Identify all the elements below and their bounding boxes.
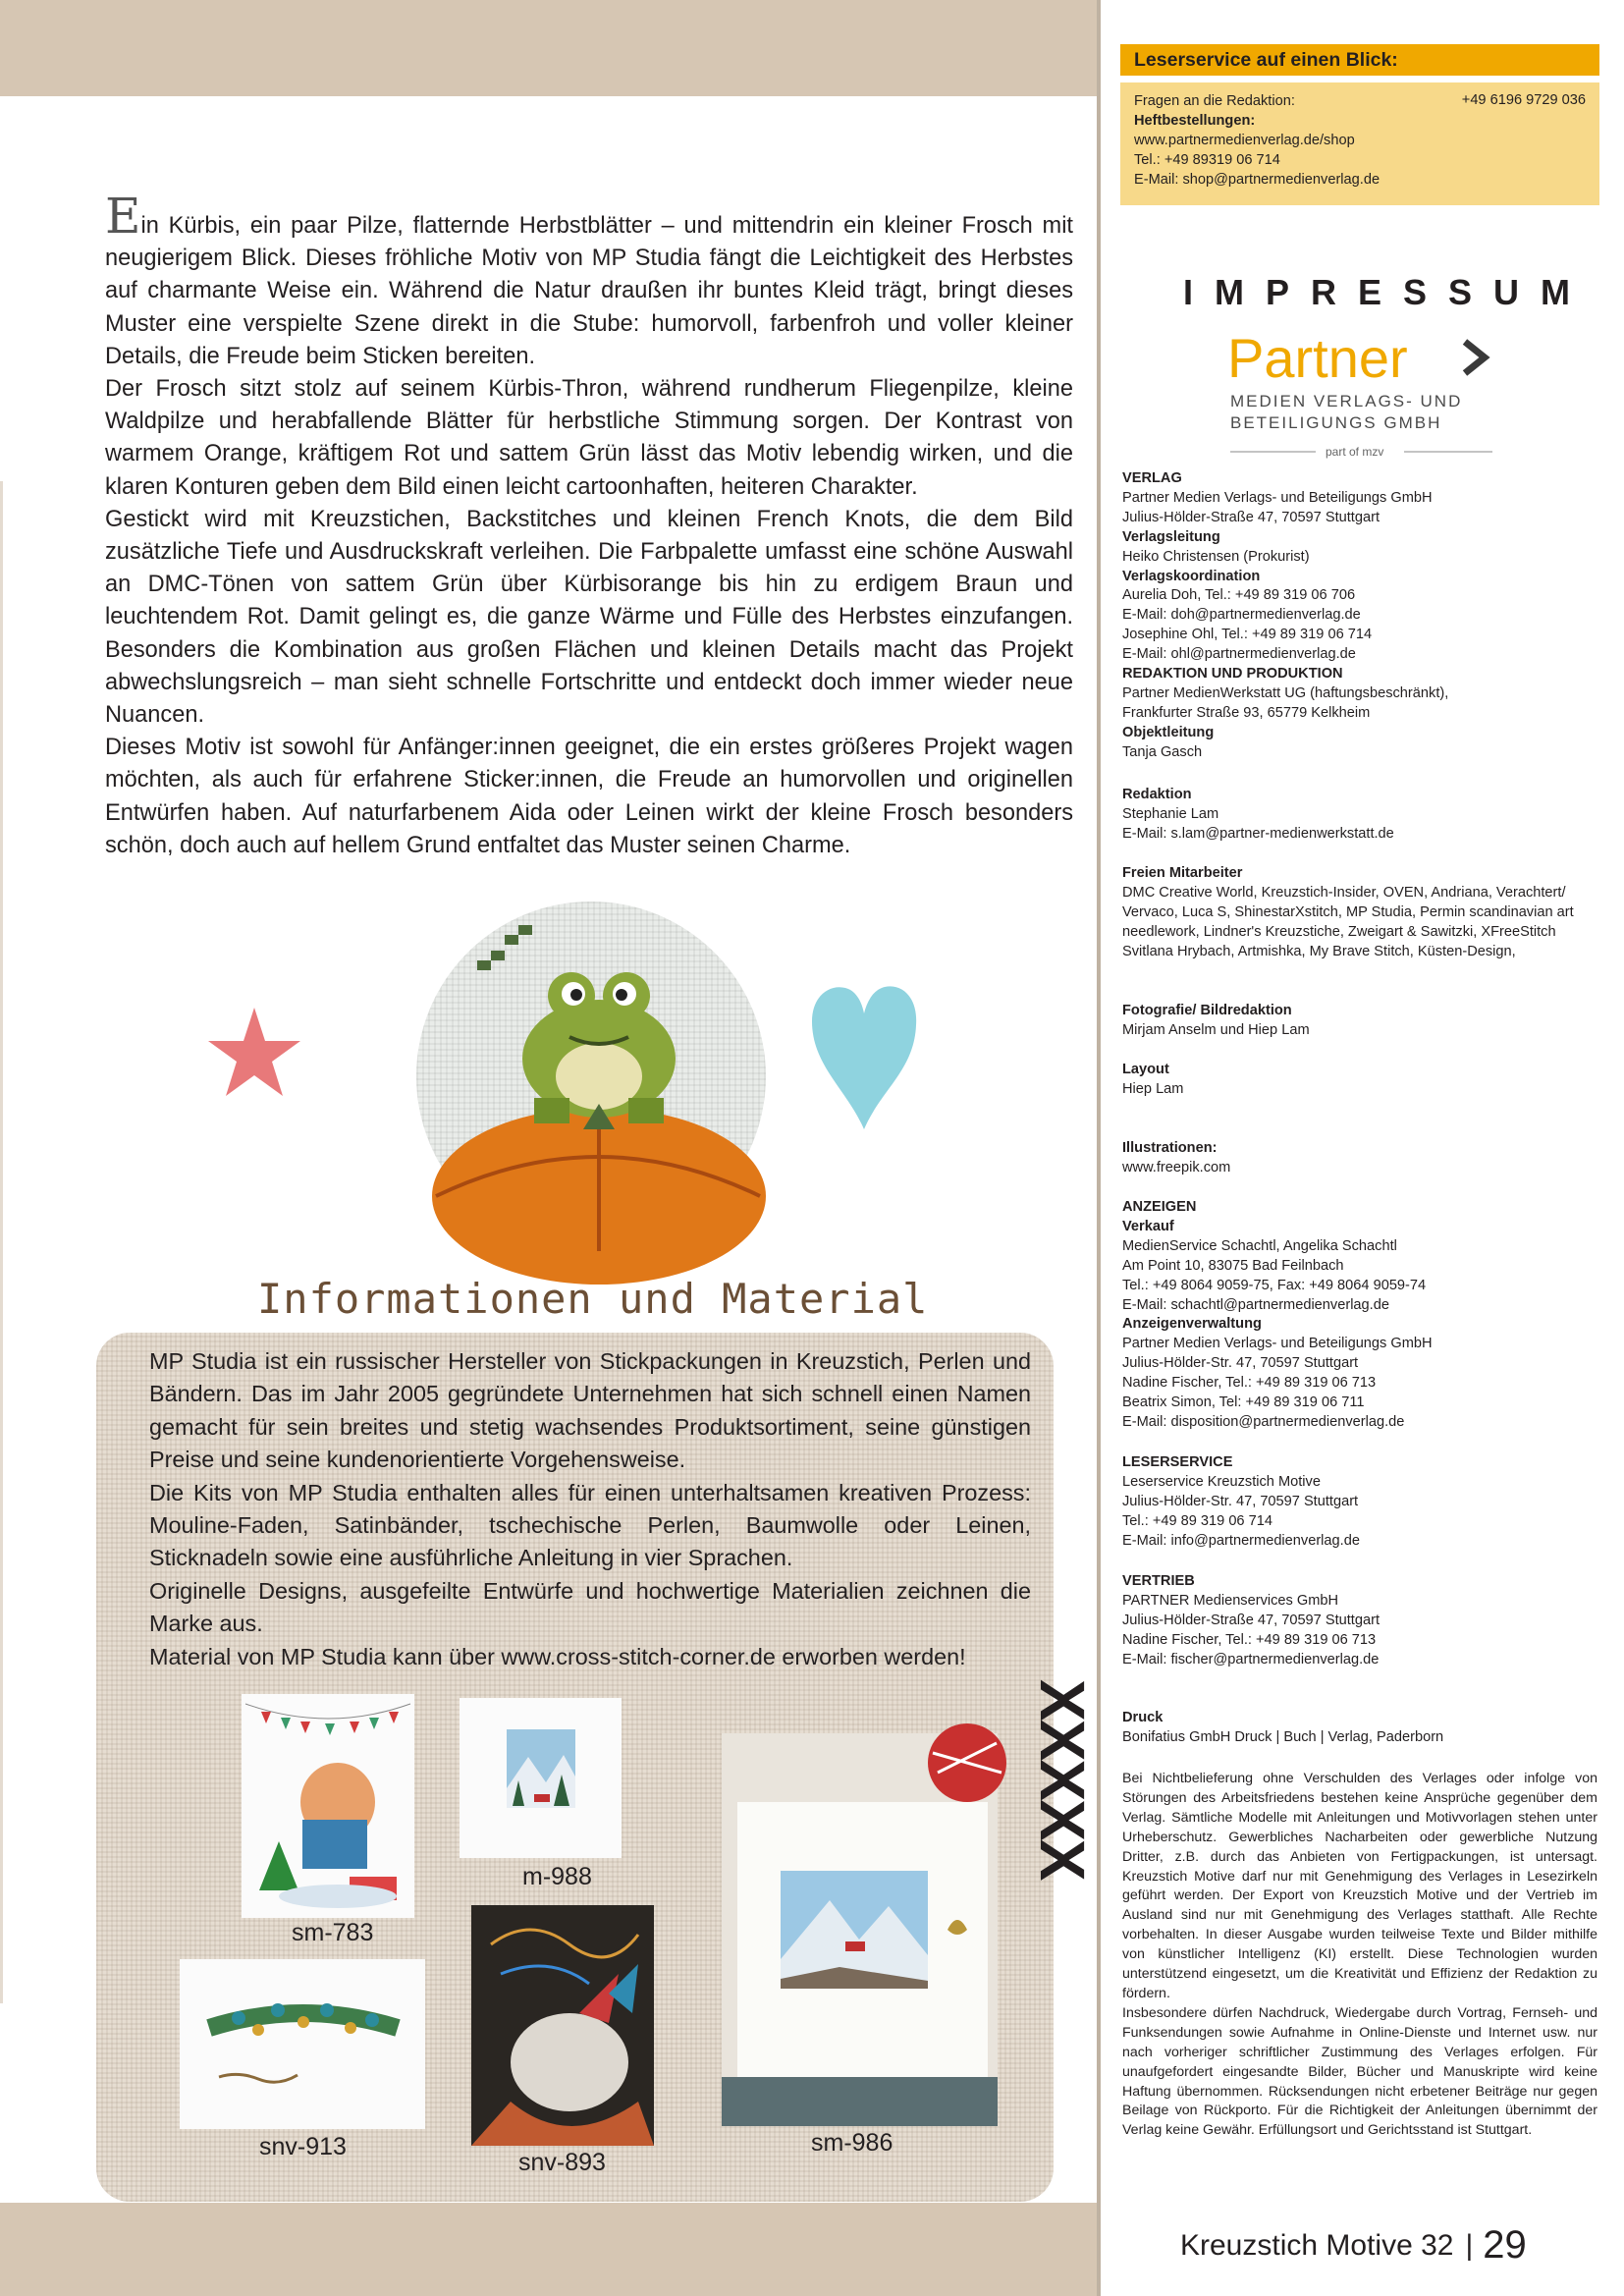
impressum-block-leserservice: LESERSERVICE Leserservice Kreuzstich Motive Julius-Hölder-Str. 47, 70597 Stuttgart Tel.: +49 89 319 06 714 E-Mail: info@partnermedienverlag.de — [1122, 1454, 1360, 1549]
info-paragraph-1: MP Studia ist ein russischer Hersteller von Stickpackungen in Kreuzstich, Perlen und Bändern. Das im Jahr 2005 gegründete Unternehmen hat sich schnell einen Namen gemacht für sein breites und stetig wachsendes Produktsortiment, seine günstigen Preise und seine kundenorientierte Vorgehensweise. — [149, 1348, 1031, 1473]
shop-email[interactable]: E-Mail: shop@partnermedienverlag.de — [1134, 172, 1380, 188]
column-divider — [1097, 0, 1101, 2296]
questions-label: Fragen an die Redaktion: — [1134, 93, 1295, 109]
top-band — [0, 0, 1100, 96]
footer-separator: | — [1465, 2229, 1474, 2262]
logo-line-1: MEDIEN VERLAGS- UND — [1230, 392, 1463, 410]
intro-paragraph-2: Der Frosch sitzt stolz auf seinem Kürbis-Thron, während rundherum Fliegenpilze, kleine Waldpilze und herabfallende Blätter für herbstliche Stimmung sorgen. Der Kontrast von warmem Orange, kräftigem Rot und sattem Grün lässt das Motiv lebendig wirken, und die klaren Konturen geben dem Bild einen leicht cartoonhaften, heiteren Charakter. — [105, 376, 1073, 500]
impressum-block-redaktion: Redaktion Stephanie Lam E-Mail: s.lam@partner-medienwerkstatt.de — [1122, 787, 1394, 842]
caption-sm-783: sm-783 — [292, 1919, 374, 1946]
caption-snv-893: snv-893 — [518, 2149, 606, 2176]
page-number: 29 — [1483, 2223, 1527, 2267]
intro-paragraph-3: Gestickt wird mit Kreuzstichen, Backstitches und kleinen French Knots, die dem Bild zusätzliche Tiefe und Ausdruckskraft verleihen. Die Farbpalette umfasst eine schöne Auswahl an DMC-Tönen von sattem Grün über Kürbisorange bis hin zu erdigem Braun und leuchtendem Rot. Damit gelingt es, die ganze Wärme und Fülle des Herbstes einzufangen. Besonders die Kombination aus großen Flächen und kleinen Details macht das Projekt abwechslungsreich – man sieht schnelle Fortschritte und entdeckt doch immer wieder neue Nuancen. — [105, 506, 1073, 729]
page-footer — [1180, 2223, 1527, 2268]
impressum-block-foto: Fotografie/ Bildredaktion Mirjam Anselm und Hiep Lam — [1122, 1003, 1310, 1038]
product-image-m-988 — [460, 1698, 622, 1858]
logo-word: Partner — [1227, 327, 1408, 389]
product-image-sm-783 — [242, 1694, 414, 1918]
product-image-snv-913 — [180, 1959, 425, 2129]
logo-line-3: part of mzv — [1326, 445, 1384, 459]
logo-line-2: BETEILIGUNGS GMBH — [1230, 413, 1442, 432]
info-paragraph-2: Die Kits von MP Studia enthalten alles für einen unterhaltsamen kreativen Prozess: Mouline-Faden, Satinbänder, tschechische Perlen, Baumwolle oder Leinen, Sticknadeln sowie eine ausführliche Anleitung in vier Sprachen. — [149, 1479, 1031, 1571]
impressum-block-anzeigen: ANZEIGEN Verkauf MedienService Schachtl, Angelika Schachtl Am Point 10, 83075 Bad Feilnbach Tel.: +49 8064 9059-75, Fax: +49 8064 9059-74 E-Mail: schachtl@partnermedienverlag.de Anzeigenverwaltung Partner Medien Verlags- und Beteiligungs GmbH Julius-Hölder-Str. 47, 70597 Stuttgart Nadine Fischer, Tel.: +49 89 319 06 713 Beatrix Simon, Tel: +49 89 319 06 711 E-Mail: disposition@partnermedienverlag.de — [1122, 1199, 1433, 1430]
impressum-block-vertrieb: VERTRIEB PARTNER Medienservices GmbH Julius-Hölder-Straße 47, 70597 Stuttgart Nadine Fischer, Tel.: +49 89 319 06 713 E-Mail: fischer@partnermedienverlag.de — [1122, 1573, 1380, 1667]
frog-cross-stitch-medallion — [416, 902, 766, 1251]
shop-url[interactable]: www.partnermedienverlag.de/shop — [1134, 133, 1355, 148]
xxxxx-text: XXXXX — [1027, 1679, 1098, 1880]
impressum-block-layout: Layout Hiep Lam — [1122, 1062, 1184, 1097]
star-icon — [203, 1004, 305, 1102]
leserservice-title: Leserservice auf einen Blick: — [1134, 49, 1398, 71]
left-edge-line — [0, 481, 3, 2003]
product-image-sm-986 — [722, 1733, 998, 2126]
impressum-block-illustrationen: Illustrationen: www.freepik.com — [1122, 1140, 1231, 1175]
legal-paragraph-1: Bei Nichtbelieferung ohne Verschulden des Verlages oder infolge von Störungen des Arbeitsfriedens bestehen keine Ansprüche gegenüber dem Verlag. Sämtliche Modelle mit Anleitungen und Motivvorlagen stehen unter Urheberschutz. Gewerbliches Nacharbeiten oder gewerbliche Nutzung Dritter, z.B. durch das Anbieten von Fertigpackungen, ist untersagt. Kreuzstich Motive darf nur mit Genehmigung des Verlages in Lesezirkeln geführt werden. Der Export von Kreuzstich Motive und der Vertrieb im Ausland sind nur mit Genehmigung des Verlages statthaft. Alle Rechte vorbehalten. In dieser Ausgabe wurden teilweise Texte und Bilder mithilfe von künstlicher Intelligenz (KI) erstellt. Diese Technologien wurden unterstützend eingesetzt, um die Kreativität und Effizienz der Redaktion zu fördern. — [1122, 1771, 1597, 2001]
leserservice-box — [1120, 82, 1599, 205]
caption-sm-986: sm-986 — [811, 2129, 893, 2157]
legal-notice — [1122, 1770, 1597, 2141]
intro-article — [105, 188, 1073, 862]
bottom-band — [0, 2203, 1100, 2296]
impressum-title: IMPRESSUM — [1183, 272, 1593, 312]
impressum-block-druck: Druck Bonifatius GmbH Druck | Buch | Verlag, Paderborn — [1122, 1710, 1444, 1745]
frog-pumpkin-illustration — [416, 902, 766, 1251]
caption-m-988: m-988 — [522, 1863, 592, 1890]
impressum-block-mitarbeiter: Freien Mitarbeiter DMC Creative World, Kreuzstich-Insider, OVEN, Andriana, Verachtert/ Vervaco, Luca S, ShinestarXstitch, MP Studia, Permin scandinavian art needlework, Lindner's Kreuzstiche, Zweigart & Sawitzki, XFreeStitch Svitlana Hrybach, Artmishka, My Brave Stitch, Küsten-Design, — [1122, 865, 1574, 959]
legal-paragraph-2: Insbesondere dürfen Nachdruck, Wiedergabe durch Vortrag, Fernseh- und Funksendungen sowie Aufnahme in Online-Dienste und Internet usw. nur nach vorheriger schriftlicher Zustimmung des Verlages erfolgen. Für unaufgefordert eingesandte Bilder, Bücher und Manuskripte wird keine Haftung übernommen. Rücksendungen nicht erbetener Beiträge nur gegen Beilage von Rückporto. Für die Richtigkeit der Anleitungen übernimmt der Verlag keine Gewähr. Erfüllungsort und Gerichtsstand ist Stuttgart. — [1122, 2004, 1597, 2139]
questions-phone: +49 6196 9729 036 — [1461, 92, 1586, 108]
magazine-name: Kreuzstich Motive 32 — [1180, 2229, 1454, 2262]
heart-icon — [808, 982, 920, 1131]
cross-stitch-xxxxx-mark — [1023, 1679, 1098, 2003]
info-paragraph-3: Originelle Designs, ausgefeilte Entwürfe und hochwertige Materialien zeichnen die Marke aus. — [149, 1577, 1031, 1637]
info-section-title: Informationen und Material — [257, 1275, 929, 1323]
info-paragraph-4: Material von MP Studia kann über www.cross-stitch-corner.de erworben werden! — [149, 1643, 966, 1669]
intro-paragraph-1: Ein Kürbis, ein paar Pilze, flatternde Herbstblätter – und mittendrin ein kleiner Frosch mit neugierigem Blick. Dieses fröhliche Motiv von MP Studia fängt die Leichtigkeit des Herbstes auf charmante Weise ein. Während die Natur draußen ihr buntes Kleid trägt, bringt dieses Muster eine verspielte Szene direkt in die Stube: humorvoll, farbenfroh und voller kleiner Details, die Freude beim Sticken bereiten. — [105, 188, 1073, 369]
product-image-snv-893 — [471, 1905, 654, 2146]
intro-paragraph-4: Dieses Motiv ist sowohl für Anfänger:innen geeignet, die ein erstes größeres Projekt wagen möchten, als auch für erfahrene Sticker:innen, die Freude an humorvollen und originellen Entwürfen haben. Auf naturfarbenem Aida oder Leinen wirkt der kleine Frosch besonders schön, doch auch auf hellem Grund entfaltet das Muster seinen Charme. — [105, 735, 1073, 858]
impressum-block-verlag: VERLAG Partner Medien Verlags- und Beteiligungs GmbH Julius-Hölder-Straße 47, 70597 Stuttgart Verlagsleitung Heiko Christensen (Prokurist) Verlagskoordination Aurelia Doh, Tel.: +49 89 319 06 706 E-Mail: doh@partnermedienverlag.de Josephine Ohl, Tel.: +49 89 319 06 714 E-Mail: ohl@partnermedienverlag.de REDAKTION UND PRODUKTION Partner MedienWerkstatt UG (haftungsbeschränkt), Frankfurter Straße 93, 65779 Kelkheim Objektleitung Tanja Gasch — [1122, 470, 1449, 760]
leserservice-header — [1120, 44, 1599, 76]
caption-snv-913: snv-913 — [259, 2133, 347, 2160]
drop-cap: E — [105, 188, 141, 245]
info-text — [149, 1345, 1031, 1673]
partner-logo — [1227, 327, 1498, 460]
shop-phone: Tel.: +49 89319 06 714 — [1134, 152, 1280, 168]
orders-label: Heftbestellungen: — [1134, 113, 1256, 129]
